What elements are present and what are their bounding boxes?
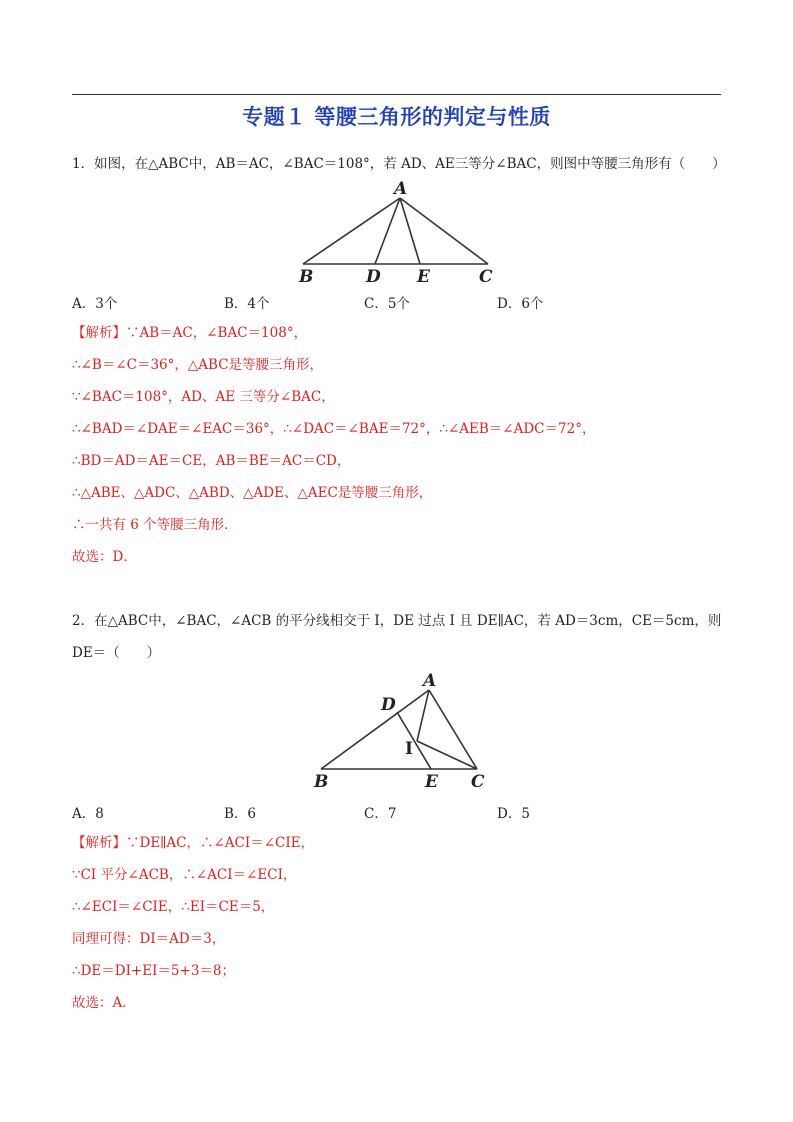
question-1-stem: 1．如图，在△ABC中，AB＝AC，∠BAC＝108°，若 AD、AE三等分∠BAC，则图中等腰三角形有（ ） [72, 156, 726, 172]
q2-solution-line: ∴∠ECI＝∠CIE，∴EI＝CE＝5， [72, 899, 275, 915]
segment-ad [375, 198, 400, 264]
label-b: B [299, 267, 314, 287]
q1-option-a: A．3个 [72, 296, 118, 312]
label-a: A [423, 671, 437, 691]
label-e: E [417, 267, 430, 287]
triangle-figure-1 [290, 178, 510, 288]
q2-option-d: D．5 [497, 806, 530, 822]
q1-solution-line: ∴BD＝AD＝AE＝CE，AB＝BE＝AC＝CD， [72, 453, 351, 469]
segment-ae [400, 198, 420, 264]
q1-option-c: C．5个 [364, 296, 410, 312]
q1-solution-line: ∴∠BAD＝∠DAE＝∠EAC＝36°，∴∠DAC＝∠BAE＝72°，∴∠AEB＝∠ADC＝72°， [72, 421, 596, 437]
q1-solution-line: 【解析】∵AB＝AC，∠BAC＝108°， [72, 325, 308, 341]
q2-solution-line: 同理可得：DI＝AD＝3， [72, 931, 226, 947]
q1-solution-line: 故选：D． [72, 549, 137, 565]
segment-ab [303, 198, 400, 264]
page-title: 专题１ 等腰三角形的判定与性质 [242, 105, 551, 129]
q2-option-b: B．6 [224, 806, 257, 822]
q1-solution-line: ∴∠B＝∠C＝36°，△ABC是等腰三角形， [72, 357, 324, 373]
q2-solution-line: ∵CI 平分∠ACB，∴∠ACI＝∠ECI， [72, 867, 297, 883]
q2-option-a: A．8 [72, 806, 104, 822]
triangle-figure-2 [305, 668, 505, 793]
label-d: D [381, 695, 396, 715]
segment-de [397, 712, 431, 769]
label-c: C [471, 772, 485, 792]
q2-solution-line: 【解析】∵DE∥AC，∴∠ACI＝∠CIE， [72, 835, 315, 851]
q2-solution-line: 故选：A． [72, 995, 136, 1011]
q1-solution-line: ∵∠BAC＝108°，AD、AE 三等分∠BAC， [72, 389, 335, 405]
label-b: B [314, 772, 329, 792]
label-c: C [479, 267, 493, 287]
q2-solution-line: ∴DE＝DI+EI＝5+3＝8； [72, 963, 236, 979]
q1-solution-line: ∴一共有 6 个等腰三角形． [72, 517, 238, 533]
q1-option-d: D．6个 [497, 296, 544, 312]
q1-solution-line: ∴△ABE、△ADC、△ABD、△ADE、△AEC是等腰三角形， [72, 485, 433, 501]
header-rule [72, 94, 721, 95]
question-2-stem: 2．在△ABC中，∠BAC，∠ACB 的平分线相交于 I，DE 过点 I 且 DE∥AC，若 AD＝3cm，CE＝5cm，则 [72, 613, 722, 629]
q2-option-c: C．7 [364, 806, 397, 822]
segment-ac [400, 198, 488, 264]
label-a: A [394, 179, 408, 199]
question-2-stem-cont: DE＝（ ） [72, 645, 161, 661]
label-i: I [405, 739, 413, 759]
label-e: E [425, 772, 438, 792]
label-d: D [366, 267, 381, 287]
q1-option-b: B．4个 [224, 296, 270, 312]
